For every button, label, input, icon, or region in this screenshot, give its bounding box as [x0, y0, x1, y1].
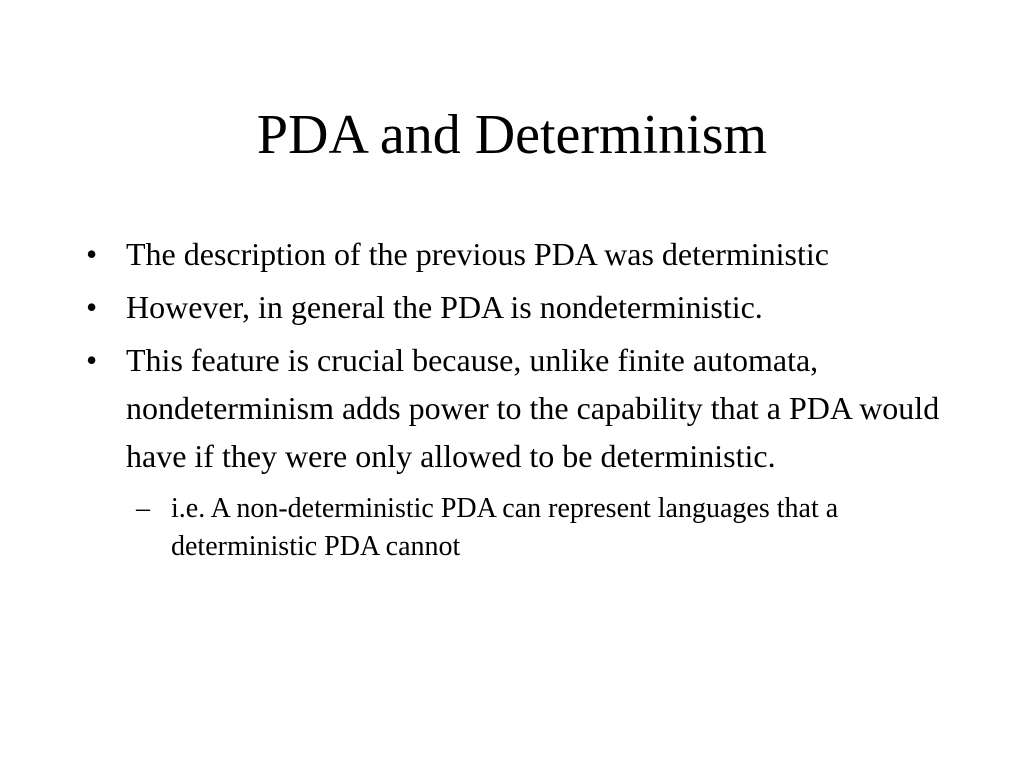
bullet-text: The description of the previous PDA was deterministic	[126, 236, 829, 272]
bullet-marker: •	[86, 342, 98, 378]
bullet-text: This feature is crucial because, unlike finite automata, nondeterminism adds power to the capability that a PDA would have if they were only allowed to be deterministic.	[126, 342, 940, 474]
sub-bullet-list	[126, 490, 946, 566]
bullet-marker: •	[86, 236, 98, 272]
bullet-item	[86, 283, 946, 331]
bullet-list	[86, 230, 946, 571]
sub-bullet-item	[126, 490, 946, 566]
sub-bullet-text: i.e. A non-deterministic PDA can represent languages that a deterministic PDA cannot	[171, 493, 839, 562]
bullet-item	[86, 336, 946, 566]
bullet-text: However, in general the PDA is nondeterministic.	[126, 289, 763, 325]
bullet-item	[86, 230, 946, 278]
slide-title: PDA and Determinism	[256, 104, 768, 166]
bullet-marker: •	[86, 289, 98, 325]
sub-bullet-marker: –	[136, 493, 150, 524]
